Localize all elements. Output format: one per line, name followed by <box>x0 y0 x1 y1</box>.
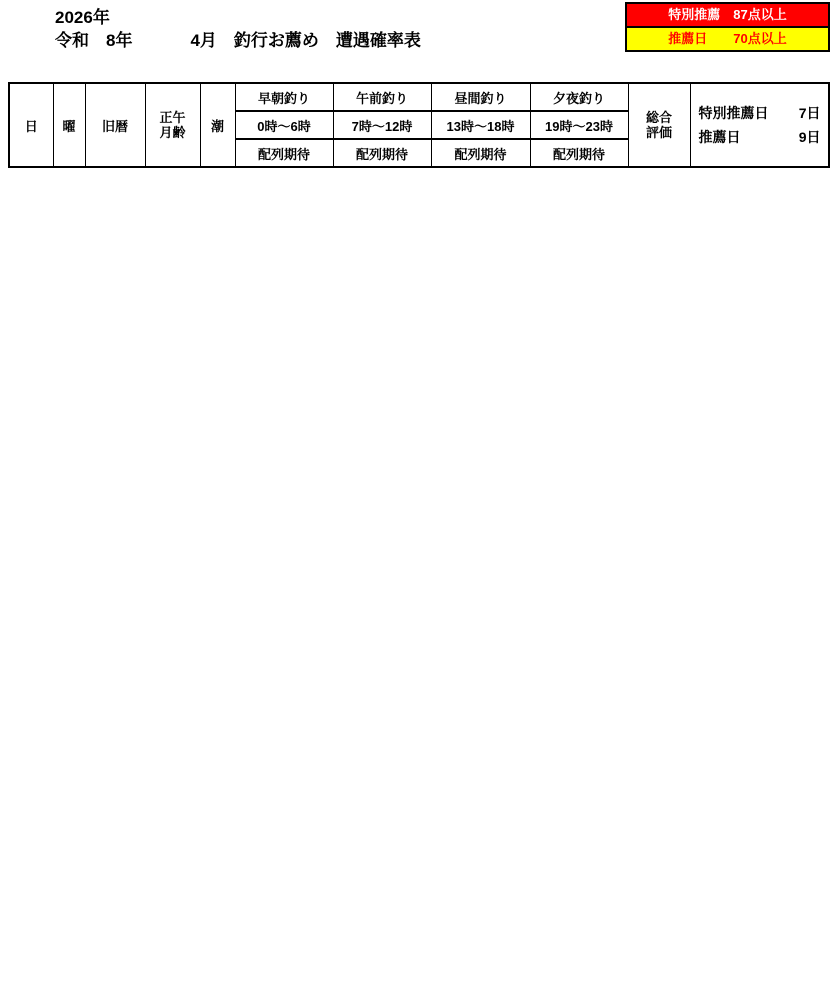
header-metric-evening: 配列期待 <box>530 139 628 167</box>
header-hours-daytime: 13時〜18時 <box>431 111 530 139</box>
header-tide: 潮 <box>200 83 235 167</box>
header-hours-early-morning: 0時〜6時 <box>235 111 333 139</box>
special-recommend-count: 特別推薦日 7日 <box>698 105 821 121</box>
header-hours-morning: 7時〜12時 <box>333 111 431 139</box>
title-month: 4月 釣行お薦め 遭遇確率表 <box>190 31 421 50</box>
header-session-daytime: 昼間釣り <box>431 83 530 111</box>
title-subtitle <box>55 29 421 52</box>
header-session-morning: 午前釣り <box>333 83 431 111</box>
header-metric-early-morning: 配列期待 <box>235 139 333 167</box>
header-hours-evening: 19時〜23時 <box>530 111 628 139</box>
header-moon-age: 正午 月齢 <box>145 83 200 167</box>
header-total-score: 総合 評価 <box>628 83 690 167</box>
legend-special-recommend: 特別推薦 87点以上 <box>627 4 828 28</box>
header-day: 日 <box>9 83 53 167</box>
header-recommend-summary <box>690 83 829 167</box>
header-weekday: 曜 <box>53 83 85 167</box>
page-title <box>55 6 421 52</box>
header-old-calendar: 旧暦 <box>85 83 145 167</box>
legend-recommend: 推薦日 70点以上 <box>627 28 828 50</box>
header-session-early-morning: 早朝釣り <box>235 83 333 111</box>
title-year: 2026年 <box>55 8 110 27</box>
header-session-evening: 夕夜釣り <box>530 83 628 111</box>
legend <box>625 2 830 52</box>
header-metric-morning: 配列期待 <box>333 139 431 167</box>
recommend-count: 推薦日 9日 <box>698 129 821 145</box>
probability-table <box>8 82 830 168</box>
title-era: 令和 8年 <box>55 31 133 50</box>
header-metric-daytime: 配列期待 <box>431 139 530 167</box>
